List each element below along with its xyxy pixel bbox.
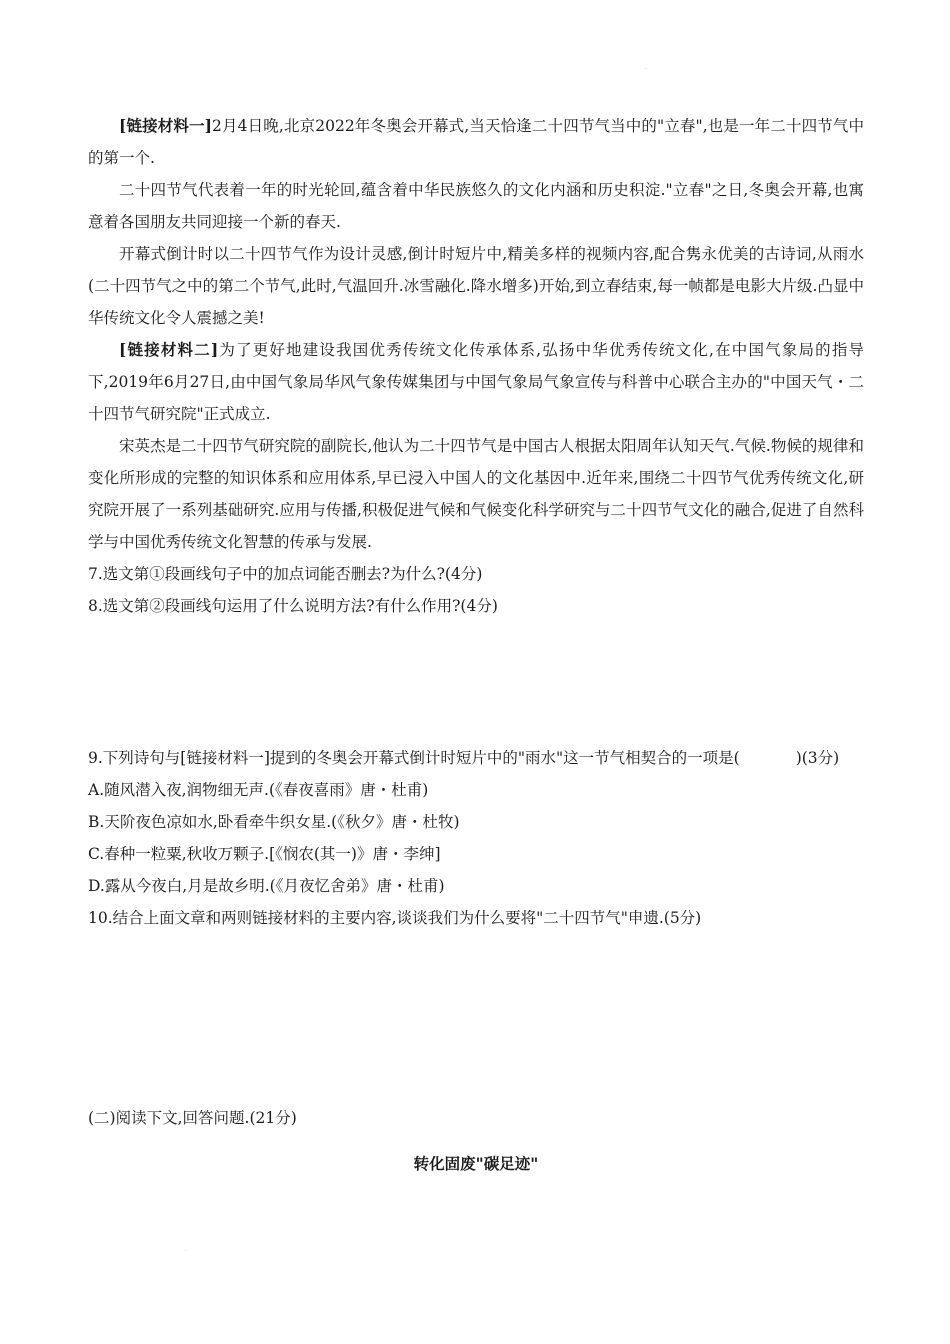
question-9-stem: 9.下列诗句与[链接材料一]提到的冬奥会开幕式倒计时短片中的"雨水"这一节气相契合的一项是(: [88, 749, 740, 767]
option-d: D.露从今夜白,月是故乡明.(《月夜忆舍弟》唐・杜甫): [88, 877, 445, 895]
link2-paragraph-1: [88, 334, 864, 430]
scan-dot-bottom: ·: [185, 1248, 187, 1255]
link1-paragraph-1-text: 2月4日晚,北京2022年冬奥会开幕式,当天恰逢二十四节气当中的"立春",也是一年二十四节气中的第一个.: [88, 117, 864, 167]
question-7: 7.选文第①段画线句子中的加点词能否删去?为什么?(4分): [88, 565, 483, 583]
answer-space-10: [88, 934, 864, 1102]
link1-paragraph-2: 二十四节气代表着一年的时光轮回,蕴含着中华民族悠久的文化内涵和历史积淀."立春"之日,冬奥会开幕,也寓意着各国朋友共同迎接一个新的春天.: [88, 181, 864, 231]
option-a: A.随风潜入夜,润物细无声.(《春夜喜雨》唐・杜甫): [88, 781, 429, 799]
link1-paragraph-3: 开幕式倒计时以二十四节气作为设计灵感,倒计时短片中,精美多样的视频内容,配合隽永优美的古诗词,从雨水(二十四节气之中的第二个节气,此时,气温回升.冰雪融化.降水增多)开始,到立春结束,每一帧都是电影大片级.凸显中华传统文化令人震撼之美!: [88, 245, 864, 327]
question-9-score: )(3分): [795, 749, 840, 767]
document-page: [88, 110, 864, 1196]
link2-label: [链接材料二]: [119, 340, 219, 359]
article-title: 转化固废"碳足迹": [413, 1154, 539, 1173]
link2-paragraph-1-text: 为了更好地建设我国优秀传统文化传承体系,弘扬中华优秀传统文化,在中国气象局的指导下,2019年6月27日,由中国气象局华风气象传媒集团与中国气象局气象宣传与科普中心联合主办的"中国天气・二十四节气研究院"正式成立.: [88, 341, 865, 423]
link2-paragraph-2: 宋英杰是二十四节气研究院的副院长,他认为二十四节气是中国古人根据太阳周年认知天气.气候.物候的规律和变化所形成的完整的知识体系和应用体系,早已浸入中国人的文化基因中.近年来,围绕二十四节气优秀传统文化,研究院开展了一系列基础研究.应用与传播,积极促进气候和气候变化科学研究与二十四节气文化的融合,促进了自然科学与中国优秀传统文化智慧的传承与发展.: [88, 437, 864, 551]
scan-dot: ·: [645, 66, 647, 73]
question-10: 10.结合上面文章和两则链接材料的主要内容,谈谈我们为什么要将"二十四节气"申遗.(5分): [88, 909, 702, 927]
question-8: 8.选文第②段画线句运用了什么说明方法?有什么作用?(4分): [88, 597, 498, 615]
option-b: B.天阶夜色凉如水,卧看牵牛织女星.(《秋夕》唐・杜牧): [88, 813, 460, 831]
link1-paragraph-1: [88, 110, 864, 174]
link1-label: [链接材料一]: [119, 116, 212, 135]
question-9: [88, 742, 864, 774]
section-2-heading: (二)阅读下文,回答问题.(21分): [88, 1109, 297, 1127]
answer-space-8: [88, 622, 864, 742]
option-c: C.春种一粒粟,秋收万颗子.[《悯农(其一)》唐・李绅]: [88, 845, 441, 863]
